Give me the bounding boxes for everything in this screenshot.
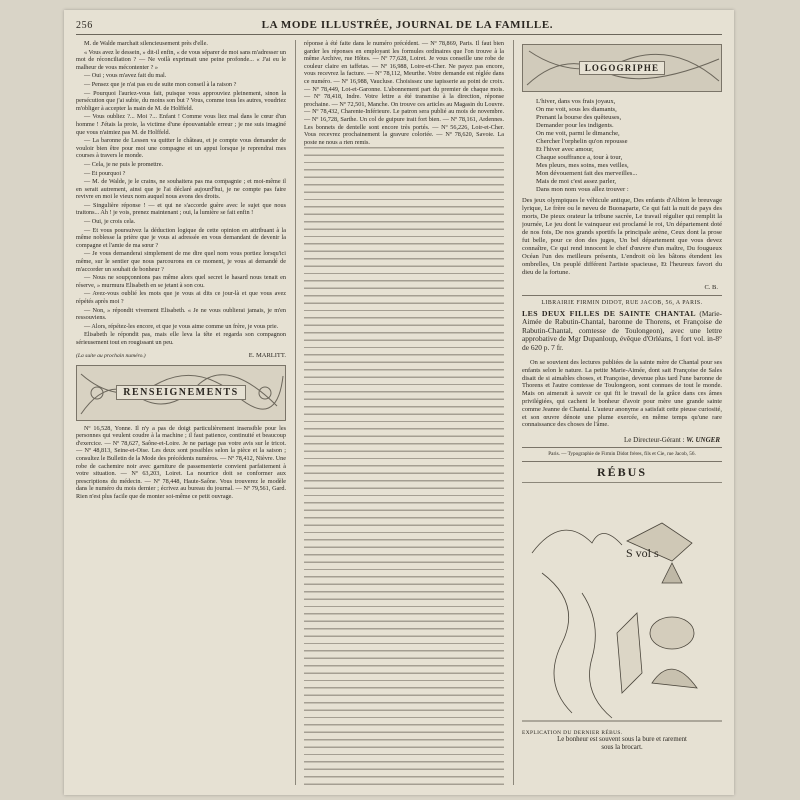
story-text xyxy=(76,40,286,347)
rebus-letters: S vol s xyxy=(626,545,659,560)
story-paragraph: — Nous ne soupçonnions pas même alors quel secret le hasard nous tenait en réserve, » murmura Elisabeth en se jetant à son cou. xyxy=(76,274,286,289)
renseignements-title: RENSEIGNEMENTS xyxy=(116,385,245,400)
poem-line: Mon dévouement fait des merveilles... xyxy=(536,170,638,177)
story-paragraph: — Et vous poursuivez la déduction logique de cette opinion en attribuant à la même noblesse la prière que je vous ai adressée en vous demandant de devenir la compagne et l'amie de ma sœur ? xyxy=(76,226,286,249)
rebus-title: RÉBUS xyxy=(596,464,647,479)
story-paragraph: — Je vous demanderai simplement de me dire quel nom vous portiez lorsqu'ici même, sur le sentier que nous parcourons en ce moment, je vous ai demandé de m'accorder un souhait de bonheur ? xyxy=(76,250,286,273)
story-paragraph: M. de Walde marchait silencieusement près d'elle. xyxy=(84,40,208,47)
poem-line: L'hiver, dans vos frais joyaux, xyxy=(536,98,616,105)
story-paragraph: Elisabeth le répondit pas, mais elle leva la tête et regarda son compagnon sérieusement tout en rougissant un peu. xyxy=(76,331,286,346)
book-description: (Marie-Aimée de Rabutin-Chantal, baronne de Thorens, et Françoise de Rabutin-Chantal, comtesse de Toulongeon), avec une lettre approbative de Mgr Dupanloup, évêque d'Orléans, 1 fort vol. in-8° de 620 p. 7 fr. xyxy=(522,308,722,352)
poem-line: On me voit, sous les diamants, xyxy=(536,106,617,113)
story-paragraph: — Singulière réponse ! — et qui ne s'accorde guère avec le sujet que nous traitons... Ah ! je vois, prenez maintenant ; oui, la lumière se fait enfin ! xyxy=(76,201,286,217)
story-paragraph: — Pensez que je n'ai pas eu de suite mon conseil à la raison ? xyxy=(84,80,237,88)
story-paragraph: — Avez-vous oublié les mots que je vous ai dits ce jour-là et que vous avez répétés après moi ? xyxy=(76,290,286,305)
book-title: LES DEUX FILLES DE SAINTE CHANTAL xyxy=(522,308,696,318)
journal-title: LA MODE ILLUSTRÉE, JOURNAL DE LA FAMILLE. xyxy=(261,19,554,31)
story-paragraph: — Oui ; vous m'avez fait du mal. xyxy=(84,72,167,80)
logogriphe-title: LOGOGRIPHE xyxy=(579,61,666,75)
story-paragraph: — La baronne de Lessen va quitter le château, et je compte vous demander de vouloir bien être pour moi une compagne et un appui lorsque je reprendrai mes courses à travers le monde. xyxy=(76,137,286,160)
logogriphe-banner xyxy=(522,44,722,92)
rebus-explanation-label: EXPLICATION DU DERNIER RÉBUS. xyxy=(522,729,623,736)
poem-line: Demander pour les indigents. xyxy=(536,122,614,129)
story-paragraph: — Pourquoi l'auriez-vous fait, puisque vous approuviez pleinement, sinon la persécution que j'ai subie, du moins son but ? Vous, comme tous les autres, voudriez m'obliger à accepter la main de M. de Holffeld. xyxy=(76,89,286,112)
column-2 xyxy=(304,40,504,785)
poem-line: Chercher l'orphelin qu'on repousse xyxy=(536,138,628,145)
renseignements-banner xyxy=(76,365,286,421)
poem-line: Prenant la bourse des quêteuses, xyxy=(536,114,622,121)
correspondence-text: réponse à été faite dans le numéro précédent. — Nº 78,869, Paris. Il faut bien garder les réponses en employant les formules ordinaires que l'on trouve à la même Archive, rue Hôtes. — Nº 77,628, Loiret. Je vous conseille une robe de couleur claire en taffetas. — Nº 16,988, Loire-et-Cher. Ne payez pas encore, vous recevrez la facture. — Nº 78,112, Meurthe. Votre demande est réglée dans ce numéro. — Nº 16,988, Vaucluse. Choisissez une tapisserie au point de croix. — Nº 78,449, Lot-et-Garonne. L'abonnement part du premier de chaque mois. — Nº 78,418, Indre. Votre lettre a été transmise à la direction, réponse prochaine. — Nº 72,501, Manche. On trouve ces articles au Magasin du Louvre. — Nº 78,432, Charente-Inférieure. Le patron sera publié au mois de novembre. — Nº 16,728, Sarthe. Un col de guipure irait fort bien. — Nº 78,161, Ardennes. Les bonnets de dentelle sont encore très portés. — Nº 56,226, Loir-et-Cher. Vous recevrez prochainement la gravure coloriée. — Nº 78,620, Savoie. La poste ne nous a rien remis. xyxy=(304,40,504,146)
poem-initials: C. B. xyxy=(704,283,718,291)
poem-line: Dans mon nom vous allez trouver : xyxy=(536,186,629,193)
story-paragraph: — Oui, je crois cela. xyxy=(84,218,136,226)
story-paragraph: — M. de Walde, je le crains, ne souhaitera pas ma compagnie ; et moi-même il en serait autrement, ainsi que je l'ai déclaré aujourd'hui, je ne compte pas faire revivre en moi le vieux nom auquel nous avons des droits. xyxy=(76,178,286,201)
column-separator-1 xyxy=(295,40,296,785)
story-paragraph: — Alors, répétez-les encore, et que je vous aime comme un frère, je vous prie. xyxy=(84,322,279,330)
poem-line: Mes pleurs, mes soins, mes veilles, xyxy=(536,162,629,169)
story-paragraph: — Et pourquoi ? xyxy=(84,169,126,177)
story-paragraph: — Vous oubliez ?... Moi ?... Enfant ! Comme vous liez mal dans le cœur d'un homme ! J'étais la proie, la victime d'une épouvantable erreur ; je me suis imaginé que vous n'aimiez pas M. de Holffeld. xyxy=(76,113,286,136)
poem-line: Mais de moi c'est assez parler, xyxy=(536,178,617,185)
rebus-illustration xyxy=(522,482,722,728)
book-review: On se souvient des lectures publiées de la sainte mère de Chantal pour ses enfants selon le nature. La petite Marie-Aimée, dont sait Françoise de Sales disait de si aimables choses, et Françoise, devenue plus tard l'une baronne de Thorens et l'autre comtesse de Toulongeon, sont connues de tout le monde. Mais on aimerait à savoir ce qui fit le travail de la grâce dans ces âmes privilégiées, qui cachent le bonheur d'avoir pour mère une grande sainte comme Jeanne de Chantal. L'auteur anonyme a satisfait cette pieuse curiosité, et son œuvre dénote une plume exercée, en même temps qu'une rare connaissance des choses de l'âme. xyxy=(522,358,722,429)
rebus-answer-line-1: Le bonheur est souvent sous la bure et rarement xyxy=(557,735,687,743)
rebus-drawing xyxy=(522,483,722,728)
publisher-line: LIBRAIRIE FIRMIN DIDOT, RUE JACOB, 56, A PARIS. xyxy=(541,299,703,306)
director-line xyxy=(522,436,720,444)
page-header xyxy=(76,16,722,34)
header-rule xyxy=(76,34,722,35)
book-advertisement xyxy=(522,310,722,353)
divider xyxy=(522,447,722,448)
director-label: Le Directeur-Gérant : xyxy=(624,435,685,444)
poem-rest: Des jeux olympiques le véhicule antique, Des enfants d'Albion le breuvage lyrique, Le frère ou le neveu de Buonaparte, Ce qui fait la nuit de pays des morts, De pieux orateur la tribune sacrée, Le travail régulier qui remplit la journée, Le jeu dont le vainqueur est proclamé le roi, Un département doté de nos fois, De nos grands sportifs la principale arène, Ceux dont la prose fut belle, pour ce don des juges, Un bel département que vous devez connaître, Ce qui rend innocent le chef d'œuvre d'un maître, Du fougueux Océan l'un des meilleurs présents, L'endroit où les bâtons étendent les ombrelles, Un peuplé différent l'artiste spacieuse, Et l'heureux favori du dieu de la fortune. xyxy=(522,197,722,276)
story-paragraph: « Vous avez le dessein, » dit-il enfin, « de vous séparer de moi sans m'adresser un mot de réconciliation ? — Ne voilà exprimait une peine profonde... « J'ai eu le malheur de vous mécontenter ? » xyxy=(76,48,286,71)
poem-line: On me voit, parmi le dimanche, xyxy=(536,130,620,137)
printer-line: Paris. — Typographie de Firmin Didot frères, fils et Cie, rue Jacob, 56. xyxy=(548,450,696,457)
poem-line: Chaque souffrance a, tour à tour, xyxy=(536,154,623,161)
text-lines-filler xyxy=(304,147,504,785)
page-number: 256 xyxy=(76,19,93,31)
journal-page xyxy=(64,10,734,795)
column-1 xyxy=(76,40,286,785)
poem-verse xyxy=(522,98,722,194)
to-be-continued: (La suite au prochain numéro.) xyxy=(76,352,146,359)
column-separator-2 xyxy=(513,40,514,785)
renseignements-text: Nº 16,528, Yonne. Il n'y a pas de doigt particulièrement insensible pour les personnes qui veulent coudre à la machine ; il faut patience, continuité et beaucoup d'exercice. — Nº 78,627, Saône-et-Loire. Je ne partage pas votre avis sur le tricot. — Nº 48,813, Seine-et-Oise. Les deux sont possibles selon la pièce et la saison ; consultez le Bulletin de la Mode des précédents numéros. — Nº 78,412, Nièvre. Une robe de cachemire noir avec garniture de passementerie convient parfaitement à votre situation. — Nº 63,203, Loiret. La nourrice doit se conformer aux prescriptions du médecin. — Nº 78,448, Haute-Saône. Vous trouverez le modèle dans le numéro du mois dernier ; écrivez au bureau du journal. — Nº 79,561, Gard. Rien n'est plus facile que de monter soi-même ce petit ouvrage. xyxy=(76,424,286,500)
poem-line: Et l'hiver avec amour, xyxy=(536,146,594,153)
divider xyxy=(522,295,722,296)
director-name: W. UNGER xyxy=(686,435,720,444)
story-paragraph: — Non, » répondit vivement Elisabeth. « Je ne vous oublierai jamais, je m'en ressouviens. xyxy=(76,306,286,322)
divider xyxy=(522,461,722,462)
author-signature: E. MARLITT. xyxy=(248,351,286,359)
rebus-answer-line-2: sous la brocart. xyxy=(601,743,643,751)
story-paragraph: — Cela, je ne puis le promettre. xyxy=(84,160,164,168)
column-3 xyxy=(522,40,722,785)
